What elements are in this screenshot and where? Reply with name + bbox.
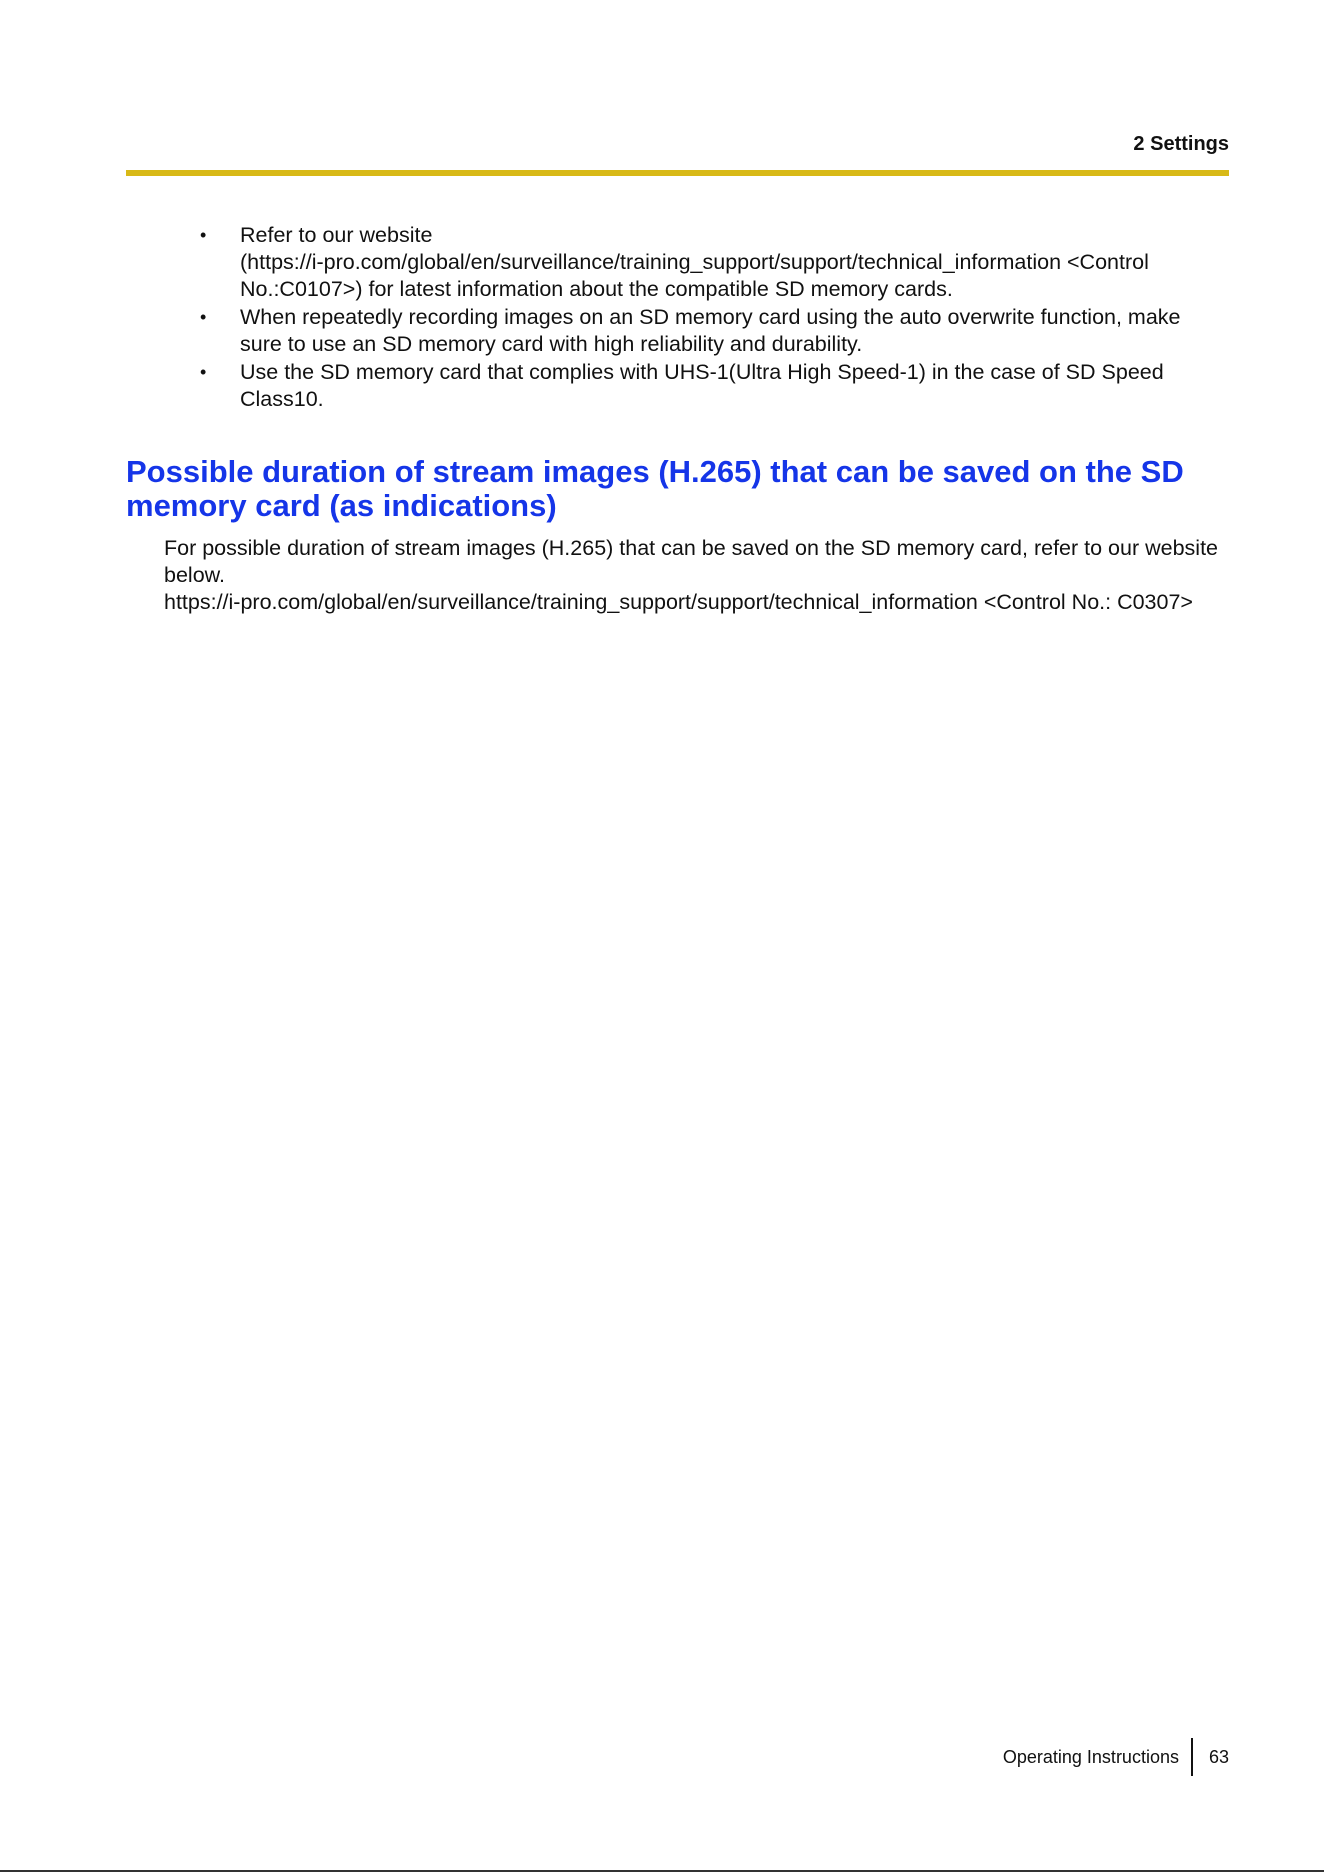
page-number: 63 [1208, 1746, 1229, 1767]
section-paragraph: For possible duration of stream images (H.265) that can be saved on the SD memory card, refer to our website below. [164, 536, 1218, 587]
reference-link[interactable]: https://i-pro.com/global/en/surveillance/training_support/support/technical_information <Control No.: C0307> [164, 590, 1193, 614]
section-body [164, 535, 1234, 616]
list-item [200, 222, 1230, 303]
bullet-text-line: (https://i-pro.com/global/en/surveillance/training_support/support/technical_information <Control [240, 250, 1149, 274]
bullet-icon: • [200, 225, 207, 245]
page-footer [1003, 1738, 1229, 1776]
bullet-icon: • [200, 307, 207, 327]
section-header: 2 Settings [1133, 133, 1229, 155]
bullet-text-line: When repeatedly recording images on an SD memory card using the auto overwrite function, make [240, 305, 1181, 329]
section-heading: Possible duration of stream images (H.265) that can be saved on the SD memory card (as indications) [126, 454, 1184, 523]
footer-label: Operating Instructions [1002, 1746, 1179, 1767]
list-item [200, 304, 1230, 358]
bullet-text-line: No.:C0107>) for latest information about the compatible SD memory cards. [240, 277, 953, 301]
bullet-text-line: Class10. [240, 387, 324, 411]
bullet-text-line: Use the SD memory card that complies with UHS-1(Ultra High Speed-1) in the case of SD Speed [240, 360, 1164, 384]
footer-divider [1191, 1738, 1193, 1776]
header-rule [126, 170, 1229, 176]
list-item [200, 359, 1230, 413]
bullet-icon: • [200, 362, 207, 382]
bullet-text-line: Refer to our website [240, 223, 433, 247]
bullet-text-line: sure to use an SD memory card with high reliability and durability. [240, 332, 863, 356]
bullet-list [200, 222, 1230, 414]
